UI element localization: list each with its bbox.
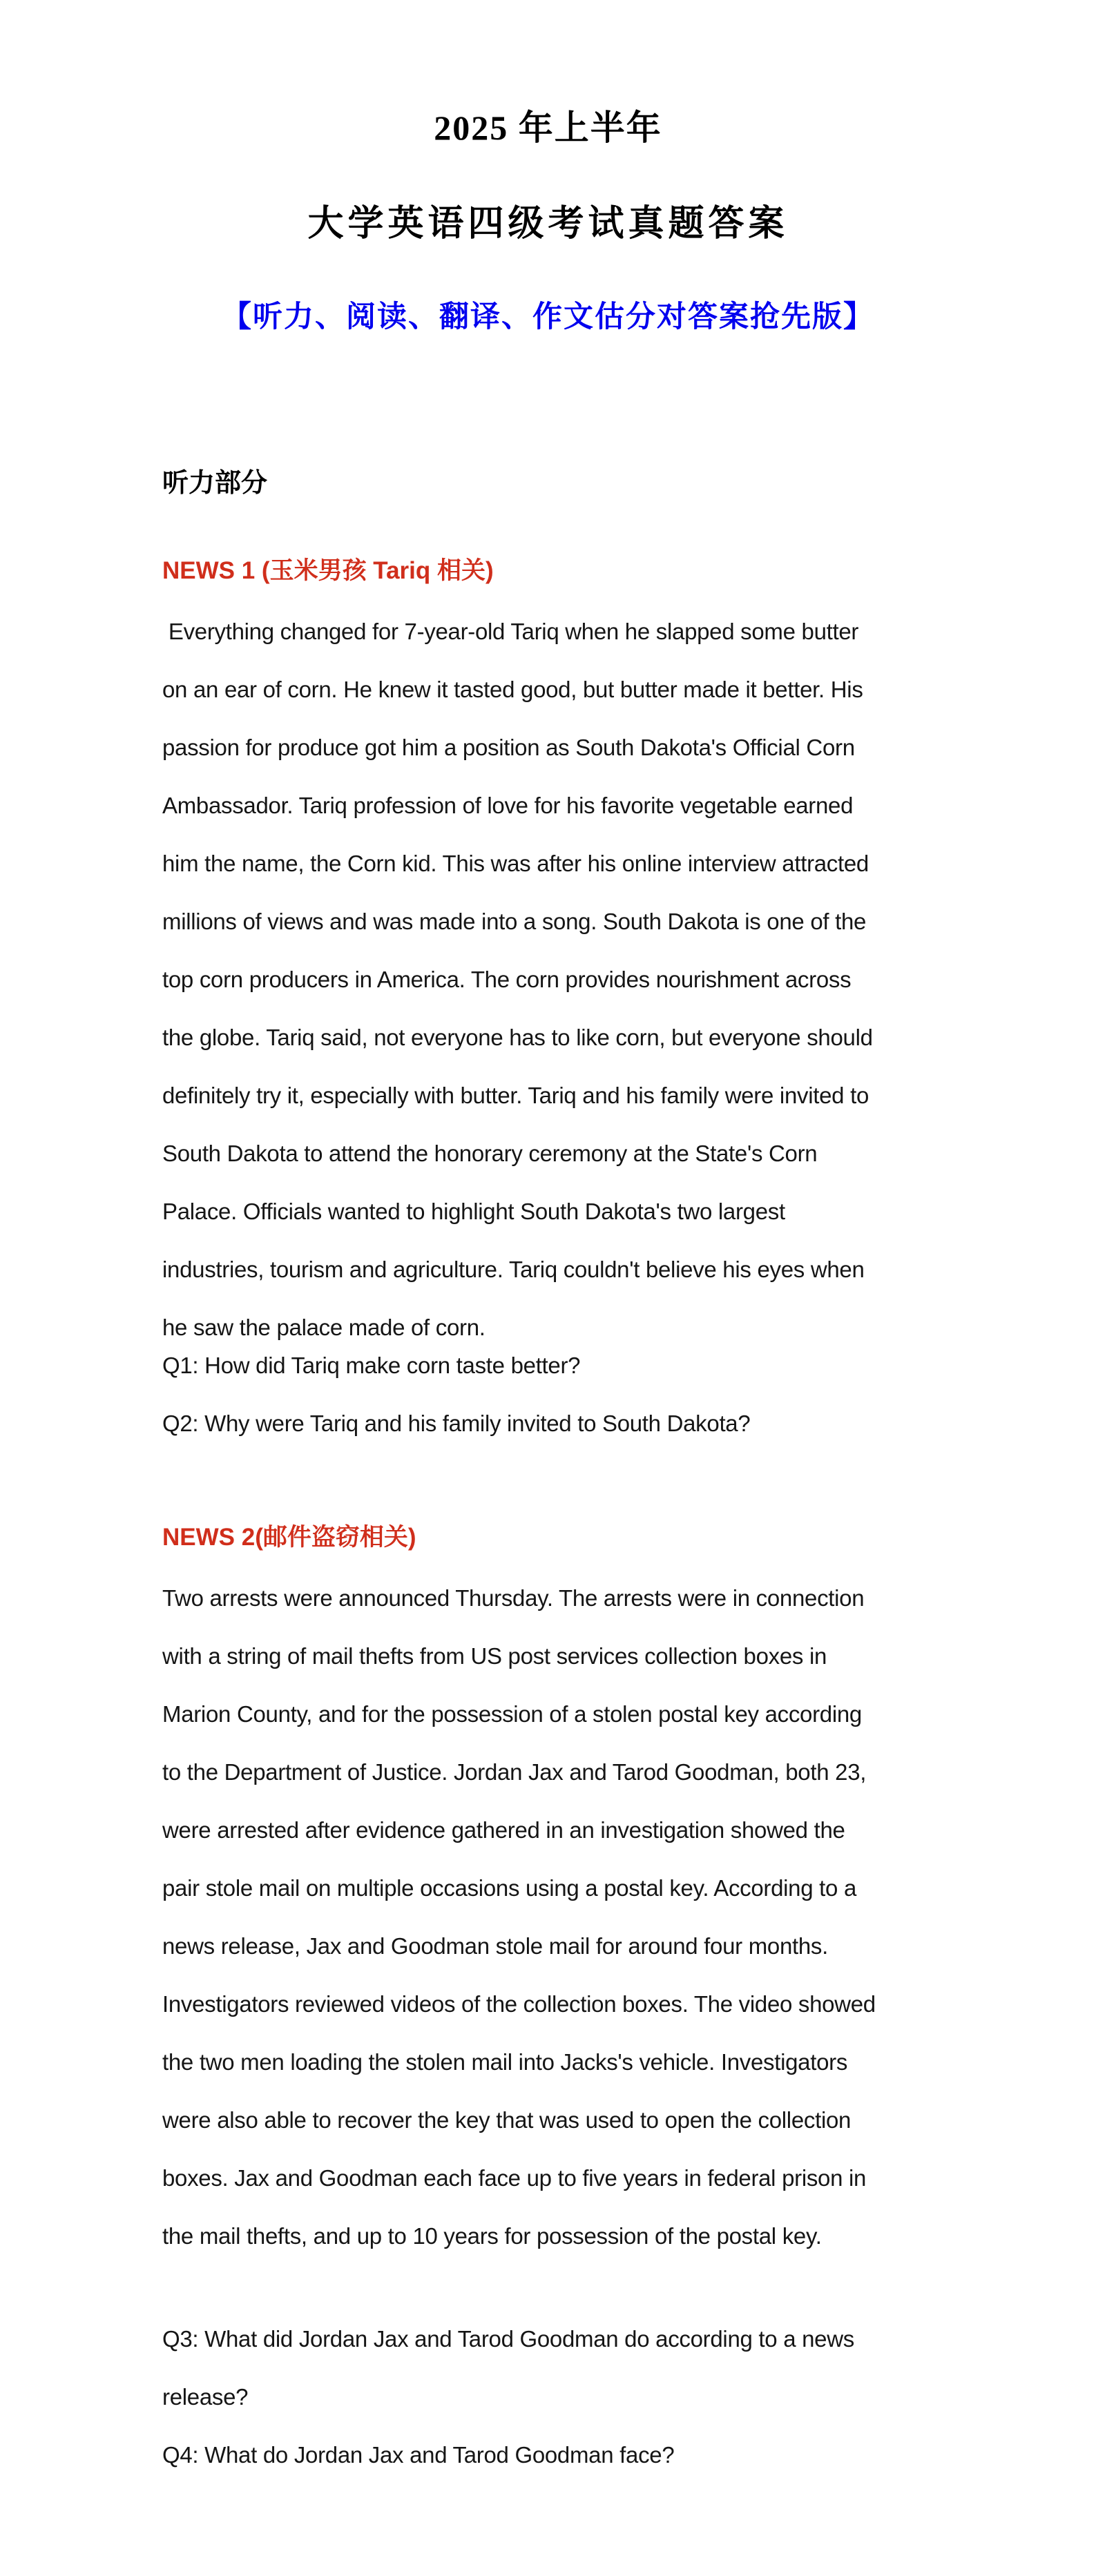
document-subtitle: 【听力、阅读、翻译、作文估分对答案抢先版】 (222, 300, 874, 333)
text-line: South Dakota to attend the honorary ceremony at the State's Corn (162, 1141, 818, 1166)
text-line: the two men loading the stolen mail into Jacks's vehicle. Investigators (162, 2049, 848, 2075)
text-line: definitely try it, especially with butter. Tariq and his family were invited to (162, 1083, 869, 1108)
news1-transcript-paragraph (162, 603, 939, 1357)
text-line: Palace. Officials wanted to highlight South Dakota's two largest (162, 1199, 785, 1224)
news1-heading: NEWS 1 (玉米男孩 Tariq 相关) (162, 557, 494, 584)
text-line: boxes. Jax and Goodman each face up to five years in federal prison in (162, 2165, 867, 2191)
document-title-line2: 大学英语四级考试真题答案 (307, 204, 789, 244)
text-line: Two arrests were announced Thursday. The arrests were in connection (162, 1585, 865, 1611)
text-line: Marion County, and for the possession of a stolen postal key according (162, 1701, 862, 1727)
text-line: with a string of mail thefts from US post services collection boxes in (162, 1643, 827, 1669)
text-line: passion for produce got him a position as South Dakota's Official Corn (162, 735, 855, 760)
news1-questions (162, 1337, 939, 1453)
text-line: news release, Jax and Goodman stole mail for around four months. (162, 1933, 828, 1959)
text-line: were also able to recover the key that was used to open the collection (162, 2107, 852, 2133)
text-line: Q3: What did Jordan Jax and Tarod Goodman do according to a news (162, 2326, 854, 2352)
text-line: him the name, the Corn kid. This was after his online interview attracted (162, 851, 869, 876)
text-line: top corn producers in America. The corn provides nourishment across (162, 967, 852, 992)
text-line: industries, tourism and agriculture. Tariq couldn't believe his eyes when (162, 1257, 865, 1282)
text-line: on an ear of corn. He knew it tasted good, but butter made it better. His (162, 677, 863, 702)
news2-heading: NEWS 2(邮件盗窃相关) (162, 1524, 416, 1551)
text-line: Q1: How did Tariq make corn taste better? (162, 1353, 581, 1378)
text-line: release? (162, 2384, 249, 2410)
text-line: millions of views and was made into a song. South Dakota is one of the (162, 909, 867, 934)
text-line: Q2: Why were Tariq and his family invited to South Dakota? (162, 1411, 751, 1436)
text-line: he saw the palace made of corn. (162, 1315, 485, 1340)
text-line: Everything changed for 7-year-old Tariq when he slapped some butter (162, 619, 859, 644)
text-line: Ambassador. Tariq profession of love for his favorite vegetable earned (162, 793, 854, 818)
text-line: pair stole mail on multiple occasions using a postal key. According to a (162, 1875, 856, 1901)
news2-transcript-paragraph (162, 1569, 939, 2265)
text-line: the mail thefts, and up to 10 years for possession of the postal key. (162, 2223, 822, 2249)
text-line: Investigators reviewed videos of the collection boxes. The video showed (162, 1991, 876, 2017)
text-line: the globe. Tariq said, not everyone has to like corn, but everyone should (162, 1025, 873, 1050)
text-line: to the Department of Justice. Jordan Jax and Tarod Goodman, both 23, (162, 1759, 867, 1785)
text-line: Q4: What do Jordan Jax and Tarod Goodman face? (162, 2442, 675, 2468)
document-title-line1: 2025 年上半年 (434, 108, 662, 147)
listening-section-heading: 听力部分 (162, 469, 268, 498)
text-line: were arrested after evidence gathered in an investigation showed the (162, 1817, 845, 1843)
news2-questions (162, 2310, 939, 2484)
